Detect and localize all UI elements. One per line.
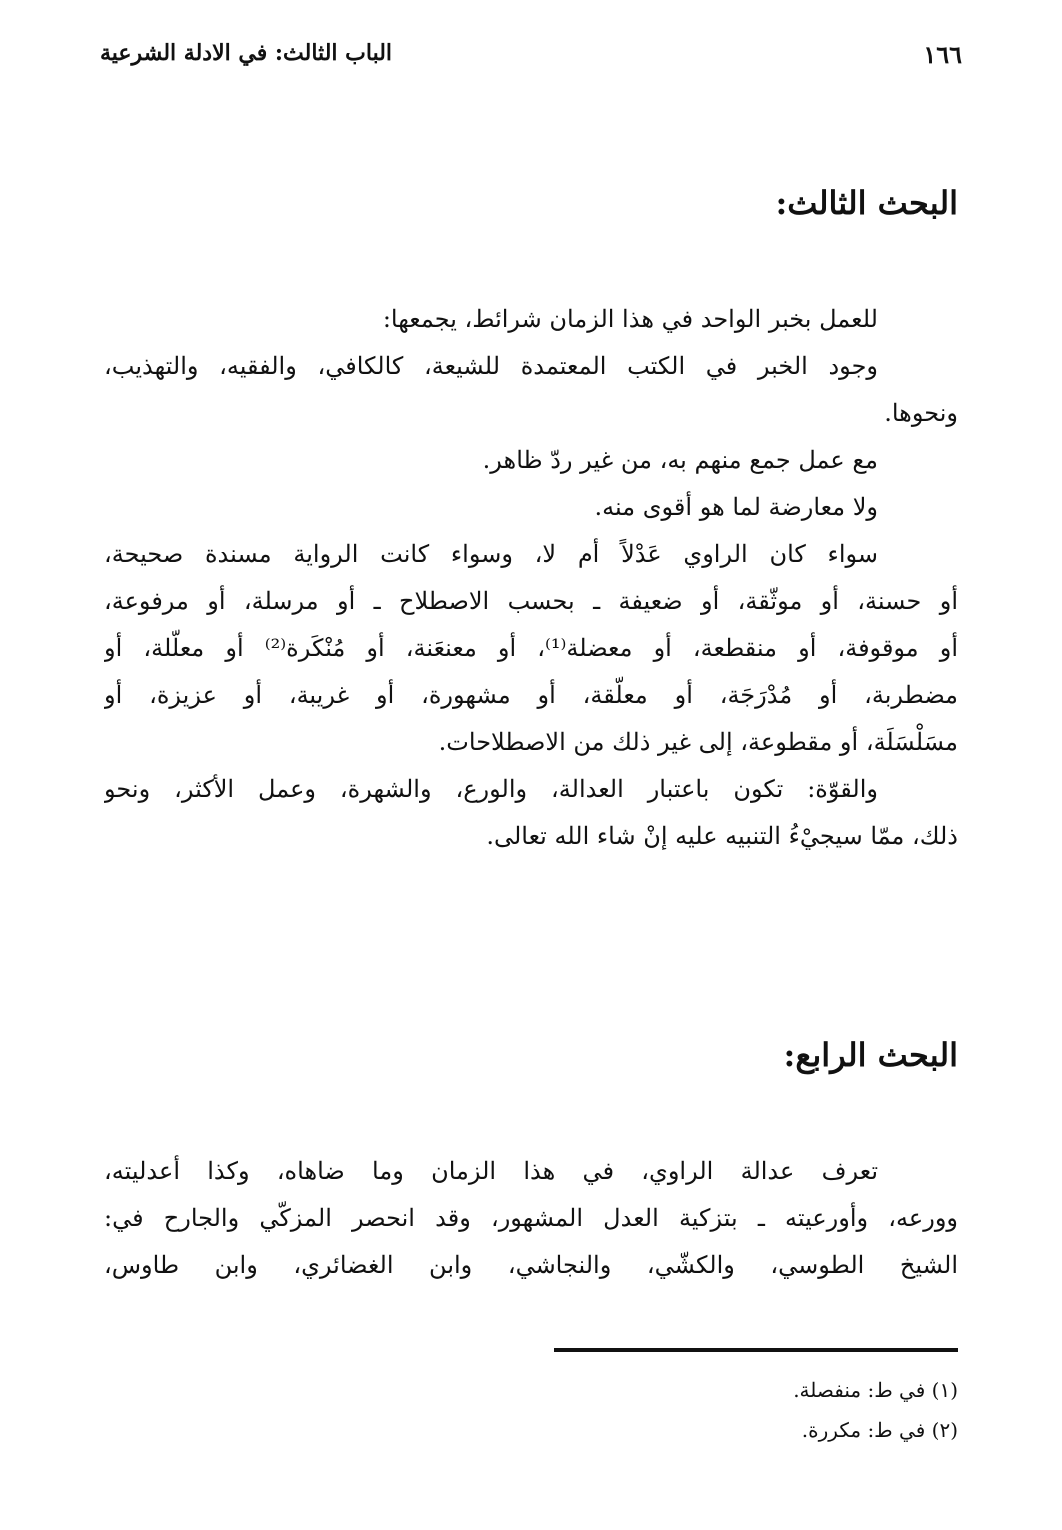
footnote-separator — [554, 1348, 958, 1352]
paragraph-line: مع عمل جمع منهم به، من غير ردّ ظاهر. — [482, 446, 878, 474]
paragraph-line: الشيخ الطوسي، والكشّي، والنجاشي، وابن الغضائري، وابن طاوس، — [104, 1251, 958, 1279]
paragraph-line: ونحوها. — [884, 399, 958, 427]
paragraph-line: وجود الخبر في الكتب المعتمدة للشيعة، كالكافي، والفقيه، والتهذيب، — [104, 352, 878, 380]
paragraph-line: أو حسنة، أو موثّقة، أو ضعيفة ـ بحسب الاصطلاح ـ أو مرسلة، أو مرفوعة، — [104, 587, 958, 615]
footnotes — [793, 1370, 958, 1450]
paragraph-line: أو موقوفة، أو منقطعة، أو معضلة⁽¹⁾، أو معنعَنة، أو مُنْكَرة⁽²⁾ أو معلّلة، أو — [104, 634, 958, 662]
paragraph-line: سواء كان الراوي عَدْلاً أم لا، وسواء كانت الرواية مسندة صحيحة، — [104, 540, 878, 568]
section-heading-fourth: البحث الرابع: — [783, 1036, 958, 1074]
paragraph-line: للعمل بخبر الواحد في هذا الزمان شرائط، يجمعها: — [382, 305, 878, 333]
paragraph-line: ولا معارضة لما هو أقوى منه. — [594, 493, 878, 521]
paragraph-line: ذلك، ممّا سيجيْءُ التنبيه عليه إنْ شاء الله تعالى. — [486, 822, 958, 850]
section-heading-third: البحث الثالث: — [775, 184, 958, 222]
footnote: (١) في ط: منفصلة. — [793, 1378, 958, 1402]
page-number: ١٦٦ — [923, 40, 962, 69]
section-body-fourth — [104, 1148, 958, 1289]
paragraph-line: وورعه، وأورعيته ـ بتزكية العدل المشهور، وقد انحصر المزكّي والجارح في: — [104, 1204, 958, 1232]
paragraph-line: مسَلْسَلَة، أو مقطوعة، إلى غير ذلك من الاصطلاحات. — [438, 728, 958, 756]
paragraph-line: مضطربة، أو مُدْرَجَة، أو معلّقة، أو مشهورة، أو غريبة، أو عزيزة، أو — [104, 681, 958, 709]
running-title: الباب الثالث: في الادلة الشرعية — [100, 40, 393, 66]
page-header — [100, 40, 962, 80]
paragraph-line: والقوّة: تكون باعتبار العدالة، والورع، والشهرة، وعمل الأكثر، ونحو — [104, 775, 878, 803]
paragraph-line: تعرف عدالة الراوي، في هذا الزمان وما ضاهاه، وكذا أعدليته، — [104, 1157, 878, 1185]
footnote: (٢) في ط: مكررة. — [801, 1418, 958, 1442]
section-body-third — [104, 296, 958, 860]
